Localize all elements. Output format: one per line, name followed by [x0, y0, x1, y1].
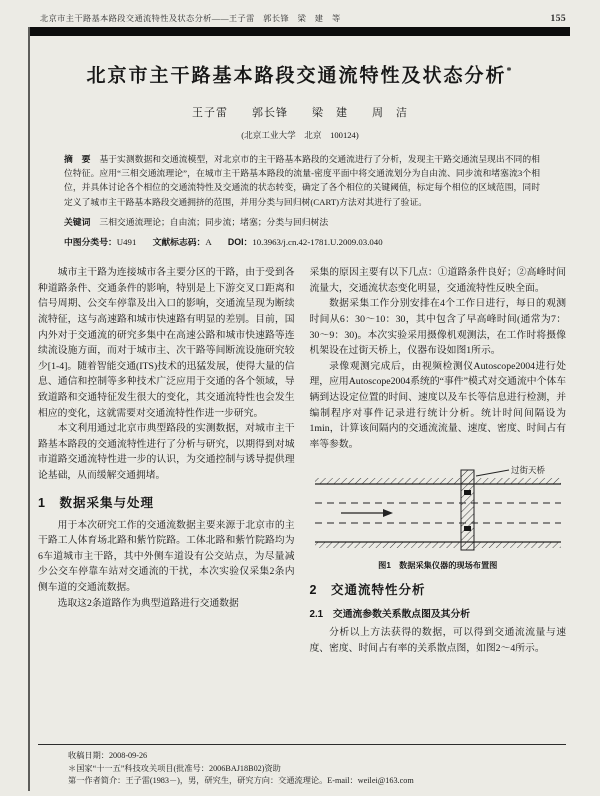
- affiliation-line: (北京工业大学 北京 100124): [241, 130, 359, 141]
- page-content: [38, 152, 566, 657]
- section-2-heading: 2 交通流特性分析: [309, 583, 426, 598]
- title-footnote-mark: *: [506, 66, 514, 77]
- running-header: [40, 13, 566, 24]
- section-1-heading: 1 数据采集与处理: [38, 495, 154, 510]
- roadside-hatch-top: [315, 478, 561, 484]
- body-paragraph: 用于本次研究工作的交通流数据主要来源于北京市的主干路工人体育场北路和紫竹院路。工体北路和紫竹院路均为6车道城市主干路，其中外侧车道设有公交站点，为尽量减少公交车停靠车站对交通流的干扰，本次实验仅采集2条内侧车道的交通流数据。: [38, 519, 295, 593]
- body-paragraph: 采集的原因主要有以下几点：①道路条件良好；②高峰时间流量大，交通流状态变化明显，交通流特性反映全面。: [309, 267, 566, 294]
- title-block: [40, 60, 560, 141]
- body-paragraph: 城市主干路为连接城市各主要分区的干路，由于受到各种道路条件、交通条件的影响，特别是上下游交叉口距离和信号周期、公交车停靠及出入口的影响，交通流呈现为断续流特征，这与高速路和城市快速路有明显的差别。目前，国内外对于交通流的研究多集中在高速公路和城市快速路等连续流设施方面，而对于城市主、次干路等间断流设施研究较少[1-4]。随着智能交通(ITS)技术的迅猛发展，使得大量的信息、通信和控制等多种技术广泛应用于交通的各个领域，导致道路和交通特征发生很大的变化，其交通流特性也会发生相应的变化，这就需要对交通流特性作进一步研究。: [38, 267, 295, 419]
- figure-1-diagram: [313, 462, 563, 556]
- page-number: 155: [550, 14, 566, 24]
- left-column: [38, 265, 295, 656]
- figure-1: [310, 462, 567, 571]
- body-paragraph: 本文利用通过北京市典型路段的实测数据，对城市主干路基本路段的交通流特性进行了分析与研究，以期得到对城市道路交通流特性进一步的认识，为交通控制与诱导提供理论基础，从而缓解交通拥堵。: [38, 423, 295, 481]
- authors-line: 王子雷 郭长锋 梁 建 周 洁: [192, 107, 408, 120]
- roadside-hatch-bottom: [315, 542, 561, 548]
- running-header-text: 北京市主干路基本路段交通流特性及状态分析——王子雷 郭长锋 梁 建 等: [40, 14, 341, 23]
- figure-1-caption: 图1 数据采集仪器的现场布置图: [378, 561, 498, 571]
- doc-code-label: 文献标志码：: [152, 237, 206, 248]
- keywords-label: 关键词: [64, 216, 91, 227]
- direction-arrow-head: [383, 509, 393, 517]
- doc-code-value: A: [205, 237, 212, 248]
- label-leader-line: [476, 470, 509, 476]
- doi-label: DOI：: [227, 237, 253, 248]
- bridge-label: 过街天桥: [510, 465, 545, 476]
- keywords-line: [64, 215, 540, 229]
- funding-line: ＊国家“十一五”科技攻关项目(批准号：2006BAJ18B02)资助: [68, 763, 281, 773]
- classification-line: [64, 235, 540, 249]
- keywords-text: 三相交通流理论；自由流；同步流；堵塞；分类与回归树法: [99, 216, 329, 227]
- clc-value: U491: [116, 237, 137, 248]
- two-column-body: [38, 265, 566, 656]
- first-author-bio-line: 第一作者简介：王子雷(1983－)，男，研究生，研究方向：交通流理论。E-mail：weilei@163.com: [68, 776, 414, 786]
- footnote-block: [38, 744, 566, 788]
- body-paragraph: 选取这2条道路作为典型道路进行交通数据: [57, 597, 239, 609]
- body-paragraph: 数据采集工作分别安排在4个工作日进行，每日的观测时间从6：30～10：30，其中包含了早高峰时间(通常为7：30～9：30)。本次实验采用摄像机观测法，在工作时将摄像机架设在过街天桥上，仪器布设如图1所示。: [309, 298, 566, 357]
- body-paragraph: 分析以上方法获得的数据，可以得到交通流流量与速度、密度、时间占有率的关系散点图，如图2～4所示。: [309, 627, 566, 654]
- right-column: [310, 265, 567, 656]
- body-paragraph: 录像观测完成后，由视频检测仪Autoscope2004进行处理，应用Autoscope2004系统的“事件”模式对交通流中个体车辆到达设定位置的时间、速度以及车长等信息进行检测，并编制程序对事件记录进行统计分析。统计时间间隔设为1min，计算该间隔内的交通流流量、速度、密度、时间占有率等参数。: [309, 360, 566, 450]
- pedestrian-bridge-strip: [461, 470, 474, 550]
- scan-edge-line: [28, 27, 30, 791]
- paper-title: [40, 60, 560, 88]
- abstract-text: 基于实测数据和交通流模型，对北京市的主干路基本路段的交通流进行了分析，发现主干路交通流呈现出不同的相位特征。应用“三相交通流理论”，在城市主干路基本路段的流量-密度平面中将交通流划分为自由流、同步流和堵塞流3个相位，并具体讨论各个相位的交通流特性及交通流的状态转变，确定了各个相位的关键阈值，标定每个相位的区域范围，同时定义了城市主干路基本路段交通拥挤的范围，并用分类与回归树(CART)方法对其进行了验证。: [64, 154, 540, 207]
- doi-value: 10.3963/j.cn.42-1781.U.2009.03.040: [252, 237, 383, 248]
- section-2-1-heading: 2.1 交通流参数关系散点图及其分析: [309, 609, 471, 621]
- camera-marker: [464, 490, 471, 495]
- paper-title-text: 北京市主干路基本路段交通流特性及状态分析: [86, 65, 507, 87]
- received-date-line: 收稿日期：2008-09-26: [68, 751, 148, 761]
- abstract-label: 摘 要: [64, 154, 91, 164]
- clc-label: 中图分类号：: [64, 237, 117, 248]
- header-rule-bar: [30, 27, 570, 36]
- abstract-block: [64, 152, 540, 209]
- camera-marker: [464, 526, 471, 531]
